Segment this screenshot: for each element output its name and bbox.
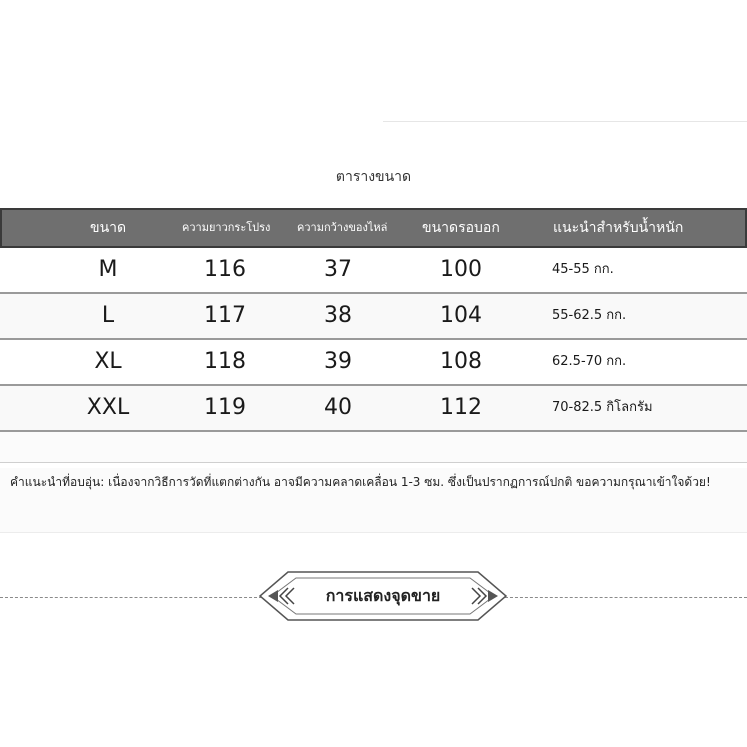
cell-shoulder: 37 bbox=[324, 257, 352, 282]
cell-length: 117 bbox=[204, 303, 246, 328]
table-footer-spacer bbox=[0, 432, 747, 463]
cell-shoulder: 40 bbox=[324, 395, 352, 420]
cell-size: M bbox=[98, 257, 118, 282]
dashed-divider-left bbox=[0, 597, 262, 598]
cell-size: XL bbox=[94, 349, 122, 374]
cell-size: L bbox=[101, 303, 115, 328]
cell-shoulder: 38 bbox=[324, 303, 352, 328]
table-row bbox=[0, 340, 747, 386]
size-chart-title: ตารางขนาด bbox=[335, 169, 412, 185]
table-header bbox=[0, 208, 747, 248]
cell-bust: 104 bbox=[440, 303, 482, 328]
table-row bbox=[0, 248, 747, 294]
cell-length: 118 bbox=[204, 349, 246, 374]
dashed-divider-right bbox=[505, 597, 747, 598]
cell-bust: 100 bbox=[440, 257, 482, 282]
cell-bust: 112 bbox=[440, 395, 482, 420]
cell-size: XXL bbox=[86, 395, 130, 420]
cell-weight: 70-82.5 กิโลกรัม bbox=[552, 400, 653, 415]
cell-weight: 45-55 กก. bbox=[552, 262, 614, 277]
banner-label: การแสดงจุดขาย bbox=[325, 586, 441, 605]
header-bust: ขนาดรอบอก bbox=[422, 220, 500, 236]
header-recommended-weight: แนะนำสำหรับน้ำหนัก bbox=[553, 220, 684, 236]
cell-length: 116 bbox=[204, 257, 246, 282]
cell-length: 119 bbox=[204, 395, 246, 420]
cell-shoulder: 39 bbox=[324, 349, 352, 374]
top-divider-line bbox=[383, 121, 747, 122]
table-row bbox=[0, 386, 747, 432]
cell-weight: 55-62.5 กก. bbox=[552, 308, 627, 323]
selling-points-banner bbox=[258, 570, 508, 622]
header-skirt-length: ความยาวกระโปรง bbox=[182, 221, 271, 234]
cell-bust: 108 bbox=[440, 349, 482, 374]
table-row bbox=[0, 294, 747, 340]
header-size: ขนาด bbox=[90, 220, 127, 236]
header-shoulder-width: ความกว้างของไหล่ bbox=[297, 221, 388, 234]
measurement-note: คำแนะนำที่อบอุ่น: เนื่องจากวิธีการวัดที่แตกต่างกัน อาจมีความคลาดเคลื่อน 1-3 ซม. ซึ่งเป็นปรากฏการณ์ปกติ ขอความกรุณาเข้าใจด้วย! bbox=[10, 475, 711, 489]
size-table bbox=[0, 208, 747, 463]
cell-weight: 62.5-70 กก. bbox=[552, 354, 627, 369]
